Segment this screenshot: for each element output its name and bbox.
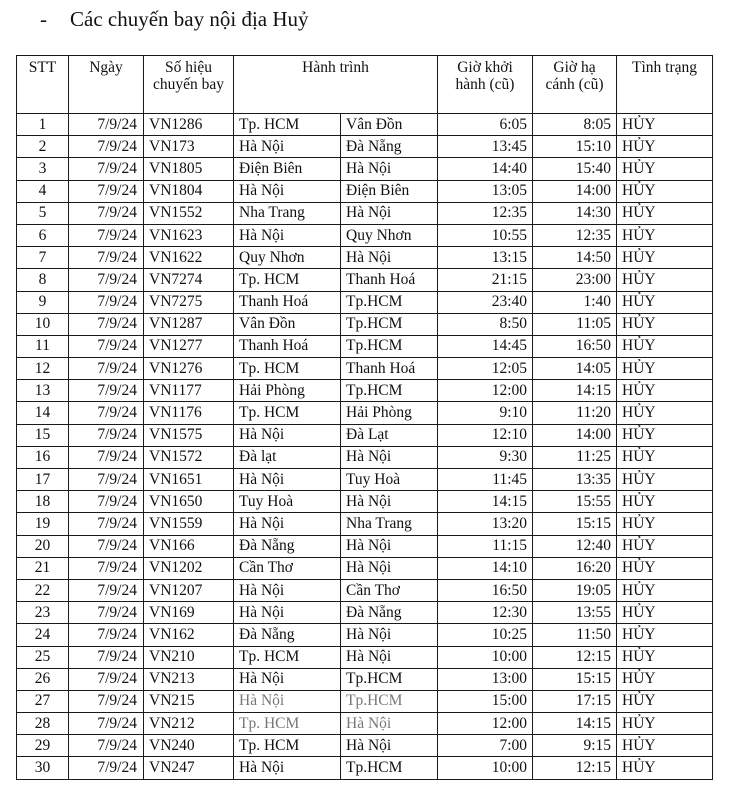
- cell-stt: 4: [17, 180, 69, 202]
- cell-origin: Hà Nội: [234, 469, 341, 491]
- cell-date: 7/9/24: [69, 668, 144, 690]
- table-row: [17, 624, 713, 646]
- cell-status: HỦY: [617, 557, 713, 579]
- cell-departure-time: 12:05: [438, 358, 533, 380]
- cell-status: HỦY: [617, 491, 713, 513]
- cell-date: 7/9/24: [69, 158, 144, 180]
- cell-status: HỦY: [617, 469, 713, 491]
- cell-stt: 12: [17, 358, 69, 380]
- cell-stt: 29: [17, 735, 69, 757]
- cell-status: HỦY: [617, 513, 713, 535]
- cell-departure-time: 8:50: [438, 313, 533, 335]
- header-flight-number: Số hiệu chuyến bay: [144, 56, 234, 114]
- cell-flight-number: VN210: [144, 646, 234, 668]
- cell-stt: 2: [17, 136, 69, 158]
- cell-origin: Tp. HCM: [234, 114, 341, 136]
- cell-stt: 13: [17, 380, 69, 402]
- cell-destination: Hà Nội: [341, 491, 438, 513]
- cell-status: HỦY: [617, 313, 713, 335]
- cell-destination: Đà Lạt: [341, 424, 438, 446]
- header-route: Hành trình: [234, 56, 438, 114]
- cell-stt: 26: [17, 668, 69, 690]
- cell-date: 7/9/24: [69, 136, 144, 158]
- cell-stt: 16: [17, 446, 69, 468]
- cell-flight-number: VN1276: [144, 358, 234, 380]
- cell-arrival-time: 14:15: [533, 380, 617, 402]
- table-row: [17, 668, 713, 690]
- cell-flight-number: VN213: [144, 668, 234, 690]
- cell-status: HỦY: [617, 358, 713, 380]
- cell-arrival-time: 12:15: [533, 757, 617, 779]
- cell-destination: Tp.HCM: [341, 291, 438, 313]
- cell-stt: 7: [17, 247, 69, 269]
- cell-stt: 27: [17, 690, 69, 712]
- cell-date: 7/9/24: [69, 624, 144, 646]
- cell-date: 7/9/24: [69, 735, 144, 757]
- cell-arrival-time: 9:15: [533, 735, 617, 757]
- table-row: [17, 380, 713, 402]
- table-row: [17, 491, 713, 513]
- cell-date: 7/9/24: [69, 202, 144, 224]
- cell-flight-number: VN1286: [144, 114, 234, 136]
- cell-destination: Hà Nội: [341, 646, 438, 668]
- cell-destination: Đà Nẵng: [341, 136, 438, 158]
- cell-arrival-time: 12:40: [533, 535, 617, 557]
- cell-date: 7/9/24: [69, 358, 144, 380]
- cell-arrival-time: 11:25: [533, 446, 617, 468]
- cell-flight-number: VN1575: [144, 424, 234, 446]
- cell-arrival-time: 16:20: [533, 557, 617, 579]
- cell-date: 7/9/24: [69, 513, 144, 535]
- cell-status: HỦY: [617, 624, 713, 646]
- cell-origin: Tp. HCM: [234, 713, 341, 735]
- header-status: Tình trạng: [617, 56, 713, 114]
- cell-flight-number: VN1552: [144, 202, 234, 224]
- cell-departure-time: 10:25: [438, 624, 533, 646]
- table-row: [17, 735, 713, 757]
- cell-flight-number: VN173: [144, 136, 234, 158]
- cell-arrival-time: 11:50: [533, 624, 617, 646]
- cell-destination: Hà Nội: [341, 158, 438, 180]
- cell-stt: 14: [17, 402, 69, 424]
- cell-origin: Quy Nhơn: [234, 247, 341, 269]
- cell-origin: Hải Phòng: [234, 380, 341, 402]
- cell-arrival-time: 13:35: [533, 469, 617, 491]
- cell-status: HỦY: [617, 114, 713, 136]
- cell-departure-time: 9:10: [438, 402, 533, 424]
- cell-status: HỦY: [617, 224, 713, 246]
- cell-status: HỦY: [617, 579, 713, 601]
- cell-date: 7/9/24: [69, 713, 144, 735]
- cell-status: HỦY: [617, 402, 713, 424]
- cell-date: 7/9/24: [69, 424, 144, 446]
- cell-departure-time: 9:30: [438, 446, 533, 468]
- cell-stt: 24: [17, 624, 69, 646]
- cell-flight-number: VN7275: [144, 291, 234, 313]
- cell-flight-number: VN1804: [144, 180, 234, 202]
- cell-destination: Hà Nội: [341, 446, 438, 468]
- cell-flight-number: VN7274: [144, 269, 234, 291]
- cell-status: HỦY: [617, 136, 713, 158]
- cell-flight-number: VN166: [144, 535, 234, 557]
- cell-arrival-time: 14:30: [533, 202, 617, 224]
- cell-status: HỦY: [617, 735, 713, 757]
- table-row: [17, 513, 713, 535]
- cell-status: HỦY: [617, 690, 713, 712]
- cell-date: 7/9/24: [69, 557, 144, 579]
- cell-origin: Tp. HCM: [234, 646, 341, 668]
- cell-flight-number: VN1805: [144, 158, 234, 180]
- cell-stt: 20: [17, 535, 69, 557]
- cell-stt: 28: [17, 713, 69, 735]
- cell-status: HỦY: [617, 757, 713, 779]
- cell-arrival-time: 15:15: [533, 513, 617, 535]
- cell-destination: Thanh Hoá: [341, 358, 438, 380]
- cell-departure-time: 11:45: [438, 469, 533, 491]
- cell-date: 7/9/24: [69, 180, 144, 202]
- cell-arrival-time: 12:35: [533, 224, 617, 246]
- cell-departure-time: 14:10: [438, 557, 533, 579]
- cell-departure-time: 13:05: [438, 180, 533, 202]
- cell-origin: Tuy Hoà: [234, 491, 341, 513]
- cell-departure-time: 13:45: [438, 136, 533, 158]
- cell-origin: Thanh Hoá: [234, 291, 341, 313]
- table-row: [17, 602, 713, 624]
- cell-destination: Hà Nội: [341, 624, 438, 646]
- cell-origin: Hà Nội: [234, 690, 341, 712]
- cell-departure-time: 12:00: [438, 380, 533, 402]
- cell-origin: Thanh Hoá: [234, 335, 341, 357]
- cell-stt: 17: [17, 469, 69, 491]
- cell-origin: Tp. HCM: [234, 358, 341, 380]
- cell-destination: Điện Biên: [341, 180, 438, 202]
- cell-flight-number: VN169: [144, 602, 234, 624]
- cell-origin: Đà lạt: [234, 446, 341, 468]
- cell-date: 7/9/24: [69, 535, 144, 557]
- section-heading: [40, 4, 309, 34]
- cell-departure-time: 13:15: [438, 247, 533, 269]
- cell-status: HỦY: [617, 668, 713, 690]
- cell-arrival-time: 14:00: [533, 424, 617, 446]
- cell-flight-number: VN212: [144, 713, 234, 735]
- cell-arrival-time: 19:05: [533, 579, 617, 601]
- cell-origin: Hà Nội: [234, 602, 341, 624]
- cell-origin: Hà Nội: [234, 136, 341, 158]
- table-row: [17, 269, 713, 291]
- cell-flight-number: VN1207: [144, 579, 234, 601]
- cell-stt: 25: [17, 646, 69, 668]
- cell-date: 7/9/24: [69, 247, 144, 269]
- cell-stt: 6: [17, 224, 69, 246]
- cell-origin: Hà Nội: [234, 224, 341, 246]
- cell-origin: Hà Nội: [234, 513, 341, 535]
- cell-departure-time: 10:00: [438, 757, 533, 779]
- cell-date: 7/9/24: [69, 114, 144, 136]
- cell-status: HỦY: [617, 713, 713, 735]
- cell-origin: Điện Biên: [234, 158, 341, 180]
- cell-flight-number: VN1177: [144, 380, 234, 402]
- cell-arrival-time: 11:20: [533, 402, 617, 424]
- cell-stt: 8: [17, 269, 69, 291]
- cell-origin: Đà Nẵng: [234, 624, 341, 646]
- cell-date: 7/9/24: [69, 380, 144, 402]
- cell-stt: 10: [17, 313, 69, 335]
- table-row: [17, 313, 713, 335]
- cell-departure-time: 15:00: [438, 690, 533, 712]
- table-row: [17, 224, 713, 246]
- cell-destination: Tp.HCM: [341, 690, 438, 712]
- cell-arrival-time: 14:00: [533, 180, 617, 202]
- cell-stt: 22: [17, 579, 69, 601]
- cell-status: HỦY: [617, 380, 713, 402]
- cell-departure-time: 12:00: [438, 713, 533, 735]
- cell-origin: Nha Trang: [234, 202, 341, 224]
- cell-flight-number: VN1650: [144, 491, 234, 513]
- cancelled-flights-table: [16, 55, 713, 780]
- cell-origin: Hà Nội: [234, 668, 341, 690]
- header-stt: STT: [17, 56, 69, 114]
- cell-origin: Hà Nội: [234, 424, 341, 446]
- table-row: [17, 713, 713, 735]
- cell-date: 7/9/24: [69, 469, 144, 491]
- cell-flight-number: VN240: [144, 735, 234, 757]
- cell-destination: Tp.HCM: [341, 313, 438, 335]
- cell-stt: 15: [17, 424, 69, 446]
- cell-date: 7/9/24: [69, 402, 144, 424]
- cell-flight-number: VN1559: [144, 513, 234, 535]
- cell-origin: Cần Thơ: [234, 557, 341, 579]
- cell-destination: Hà Nội: [341, 713, 438, 735]
- table-row: [17, 757, 713, 779]
- table-row: [17, 402, 713, 424]
- cell-destination: Đà Nẵng: [341, 602, 438, 624]
- cell-destination: Hà Nội: [341, 535, 438, 557]
- cell-origin: Đà Nẵng: [234, 535, 341, 557]
- cell-flight-number: VN247: [144, 757, 234, 779]
- cell-departure-time: 13:20: [438, 513, 533, 535]
- cell-flight-number: VN1622: [144, 247, 234, 269]
- cell-status: HỦY: [617, 269, 713, 291]
- cell-destination: Quy Nhơn: [341, 224, 438, 246]
- header-arrival-time: Giờ hạ cánh (cũ): [533, 56, 617, 114]
- cell-destination: Tp.HCM: [341, 380, 438, 402]
- cell-destination: Tp.HCM: [341, 757, 438, 779]
- cell-stt: 21: [17, 557, 69, 579]
- table-row: [17, 446, 713, 468]
- cell-flight-number: VN1287: [144, 313, 234, 335]
- cell-departure-time: 13:00: [438, 668, 533, 690]
- table-row: [17, 291, 713, 313]
- cell-date: 7/9/24: [69, 224, 144, 246]
- table-row: [17, 202, 713, 224]
- cell-departure-time: 12:30: [438, 602, 533, 624]
- cell-status: HỦY: [617, 291, 713, 313]
- cell-status: HỦY: [617, 602, 713, 624]
- cell-status: HỦY: [617, 247, 713, 269]
- cell-origin: Tp. HCM: [234, 735, 341, 757]
- cell-departure-time: 11:15: [438, 535, 533, 557]
- cell-stt: 3: [17, 158, 69, 180]
- table-row: [17, 114, 713, 136]
- cell-departure-time: 10:55: [438, 224, 533, 246]
- cell-departure-time: 10:00: [438, 646, 533, 668]
- cell-destination: Hà Nội: [341, 735, 438, 757]
- cell-arrival-time: 17:15: [533, 690, 617, 712]
- cell-departure-time: 23:40: [438, 291, 533, 313]
- cell-stt: 18: [17, 491, 69, 513]
- cell-date: 7/9/24: [69, 646, 144, 668]
- table-row: [17, 158, 713, 180]
- cell-flight-number: VN215: [144, 690, 234, 712]
- cell-destination: Cần Thơ: [341, 579, 438, 601]
- cell-stt: 9: [17, 291, 69, 313]
- table-row: [17, 579, 713, 601]
- cell-arrival-time: 8:05: [533, 114, 617, 136]
- cell-destination: Hà Nội: [341, 247, 438, 269]
- cell-status: HỦY: [617, 202, 713, 224]
- cell-date: 7/9/24: [69, 579, 144, 601]
- cell-arrival-time: 15:10: [533, 136, 617, 158]
- cell-date: 7/9/24: [69, 757, 144, 779]
- cell-date: 7/9/24: [69, 335, 144, 357]
- cell-arrival-time: 14:05: [533, 358, 617, 380]
- table-row: [17, 424, 713, 446]
- cell-flight-number: VN1572: [144, 446, 234, 468]
- cell-flight-number: VN1623: [144, 224, 234, 246]
- cell-arrival-time: 14:50: [533, 247, 617, 269]
- cell-destination: Hà Nội: [341, 557, 438, 579]
- cell-stt: 30: [17, 757, 69, 779]
- cell-origin: Vân Đồn: [234, 313, 341, 335]
- cell-destination: Hải Phòng: [341, 402, 438, 424]
- cell-arrival-time: 23:00: [533, 269, 617, 291]
- cell-stt: 11: [17, 335, 69, 357]
- cell-arrival-time: 11:05: [533, 313, 617, 335]
- cell-stt: 1: [17, 114, 69, 136]
- cell-date: 7/9/24: [69, 602, 144, 624]
- table-row: [17, 535, 713, 557]
- cell-status: HỦY: [617, 424, 713, 446]
- cell-departure-time: 12:35: [438, 202, 533, 224]
- cell-destination: Hà Nội: [341, 202, 438, 224]
- table-row: [17, 247, 713, 269]
- table-row: [17, 335, 713, 357]
- cell-arrival-time: 1:40: [533, 291, 617, 313]
- cell-destination: Tp.HCM: [341, 668, 438, 690]
- cell-origin: Tp. HCM: [234, 269, 341, 291]
- cell-stt: 23: [17, 602, 69, 624]
- bullet-dash: -: [40, 7, 47, 31]
- table-row: [17, 358, 713, 380]
- cell-destination: Thanh Hoá: [341, 269, 438, 291]
- table-row: [17, 136, 713, 158]
- cell-status: HỦY: [617, 180, 713, 202]
- cell-departure-time: 14:45: [438, 335, 533, 357]
- cell-origin: Tp. HCM: [234, 402, 341, 424]
- cell-departure-time: 14:15: [438, 491, 533, 513]
- cell-date: 7/9/24: [69, 313, 144, 335]
- cell-arrival-time: 13:55: [533, 602, 617, 624]
- cell-stt: 5: [17, 202, 69, 224]
- cell-arrival-time: 15:55: [533, 491, 617, 513]
- table-body: [17, 114, 713, 780]
- header-date: Ngày: [69, 56, 144, 114]
- cell-destination: Nha Trang: [341, 513, 438, 535]
- table-row: [17, 690, 713, 712]
- cell-origin: Hà Nội: [234, 579, 341, 601]
- cell-departure-time: 12:10: [438, 424, 533, 446]
- table-row: [17, 469, 713, 491]
- table-row: [17, 180, 713, 202]
- table-row: [17, 646, 713, 668]
- cell-departure-time: 21:15: [438, 269, 533, 291]
- cell-status: HỦY: [617, 535, 713, 557]
- table-row: [17, 557, 713, 579]
- cell-arrival-time: 16:50: [533, 335, 617, 357]
- cell-flight-number: VN162: [144, 624, 234, 646]
- cell-flight-number: VN1202: [144, 557, 234, 579]
- cell-arrival-time: 12:15: [533, 646, 617, 668]
- cell-status: HỦY: [617, 335, 713, 357]
- cell-destination: Tuy Hoà: [341, 469, 438, 491]
- cell-departure-time: 16:50: [438, 579, 533, 601]
- cell-status: HỦY: [617, 646, 713, 668]
- cell-date: 7/9/24: [69, 446, 144, 468]
- header-departure-time: Giờ khởi hành (cũ): [438, 56, 533, 114]
- cell-departure-time: 7:00: [438, 735, 533, 757]
- cell-flight-number: VN1176: [144, 402, 234, 424]
- cell-status: HỦY: [617, 446, 713, 468]
- cell-departure-time: 14:40: [438, 158, 533, 180]
- cell-date: 7/9/24: [69, 291, 144, 313]
- cell-arrival-time: 15:40: [533, 158, 617, 180]
- cell-origin: Hà Nội: [234, 757, 341, 779]
- table-header-row: [17, 56, 713, 114]
- cell-date: 7/9/24: [69, 269, 144, 291]
- cell-flight-number: VN1277: [144, 335, 234, 357]
- cell-status: HỦY: [617, 158, 713, 180]
- cell-arrival-time: 15:15: [533, 668, 617, 690]
- cell-departure-time: 6:05: [438, 114, 533, 136]
- cell-origin: Hà Nội: [234, 180, 341, 202]
- cell-destination: Tp.HCM: [341, 335, 438, 357]
- cell-stt: 19: [17, 513, 69, 535]
- cell-flight-number: VN1651: [144, 469, 234, 491]
- cell-date: 7/9/24: [69, 690, 144, 712]
- cell-destination: Vân Đồn: [341, 114, 438, 136]
- cell-arrival-time: 14:15: [533, 713, 617, 735]
- cell-date: 7/9/24: [69, 491, 144, 513]
- section-title: Các chuyến bay nội địa Huỷ: [70, 7, 309, 31]
